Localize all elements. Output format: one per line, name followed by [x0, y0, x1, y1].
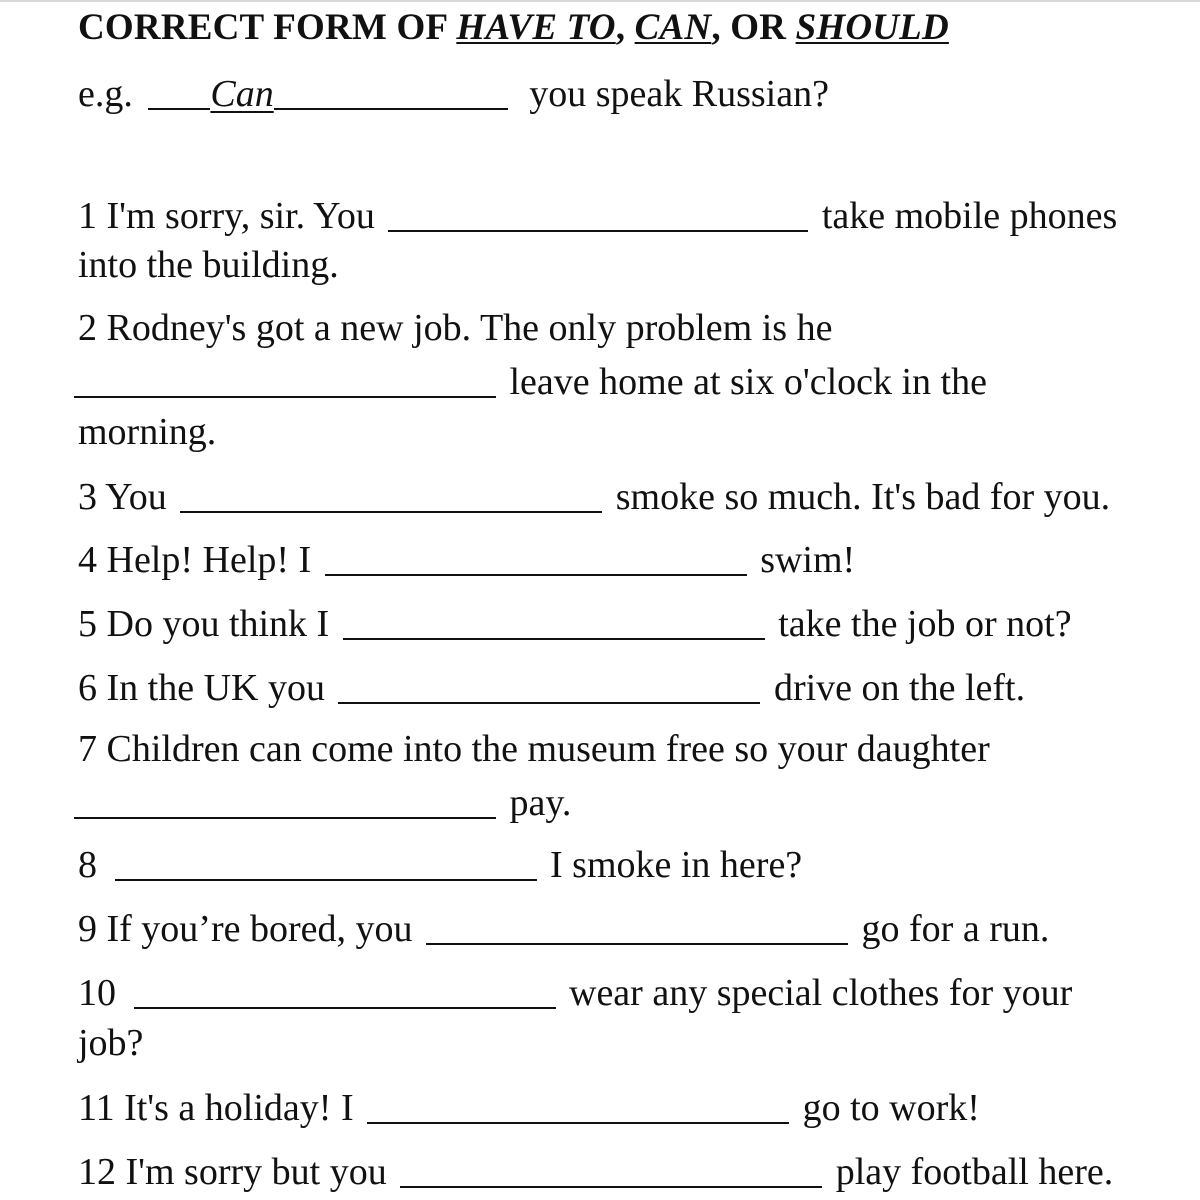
question-text: 7 Children can come into the museum free so your daughter: [78, 728, 990, 770]
question-text: leave home at six o'clock in the: [509, 361, 987, 403]
answer-blank[interactable]: [180, 477, 602, 513]
top-divider: [0, 0, 1200, 2]
question-text: wear any special clothes for your: [569, 972, 1073, 1014]
question-text: 2 Rodney's got a new job. The only problem is he: [78, 307, 833, 349]
question-3: [78, 473, 1110, 519]
answer-blank[interactable]: [338, 668, 760, 704]
title-option-should: SHOULD: [795, 7, 949, 48]
question-10-continued: [78, 1021, 143, 1065]
question-11: [78, 1084, 980, 1130]
question-text: 9 If you’re bored, you: [78, 908, 413, 950]
question-text: into the building.: [78, 244, 339, 286]
example-line: [78, 70, 829, 116]
question-6: [78, 664, 1025, 710]
answer-blank[interactable]: [74, 362, 496, 398]
question-5: [78, 600, 1072, 646]
question-text: 1 I'm sorry, sir. You: [78, 195, 375, 237]
title-prefix: CORRECT FORM OF: [78, 7, 457, 48]
question-text: drive on the left.: [773, 667, 1026, 709]
title-separator: ,: [615, 7, 635, 48]
answer-blank[interactable]: [134, 973, 556, 1009]
title-separator: , OR: [711, 7, 796, 48]
question-text: take mobile phones: [821, 195, 1118, 237]
question-8: [78, 841, 802, 887]
question-10: [78, 969, 1072, 1015]
question-4: [78, 536, 855, 582]
question-text: 8: [78, 844, 97, 886]
question-1: [78, 192, 1117, 238]
question-text: 11 It's a holiday! I: [78, 1087, 354, 1129]
answer-blank[interactable]: [388, 196, 808, 232]
question-text: morning.: [78, 411, 217, 453]
question-text: 6 In the UK you: [78, 667, 325, 709]
answer-blank[interactable]: [115, 845, 537, 881]
answer-blank[interactable]: [325, 540, 747, 576]
answer-blank[interactable]: [367, 1088, 789, 1124]
question-text: 10: [78, 972, 116, 1014]
question-text: 5 Do you think I: [78, 603, 330, 645]
question-text: pay.: [509, 782, 572, 824]
question-text: take the job or not?: [778, 603, 1072, 645]
title-option-can: CAN: [634, 7, 712, 48]
question-text: 3 You: [78, 476, 167, 518]
question-text: go for a run.: [861, 908, 1050, 950]
question-text: swim!: [760, 539, 856, 581]
question-1-continued: [78, 243, 339, 287]
question-7: [78, 727, 990, 771]
answer-blank[interactable]: [400, 1152, 822, 1188]
worksheet-title: [78, 6, 949, 50]
title-option-have-to: HAVE TO: [456, 7, 616, 48]
answer-blank[interactable]: [426, 909, 848, 945]
question-text: smoke so much. It's bad for you.: [615, 476, 1111, 518]
question-2-continued: [78, 410, 216, 454]
example-text: you speak Russian?: [529, 73, 829, 115]
question-7-blank-line: [74, 779, 571, 825]
question-text: 4 Help! Help! I: [78, 539, 312, 581]
answer-blank[interactable]: [74, 783, 496, 819]
question-text: I smoke in here?: [550, 844, 803, 886]
question-text: go to work!: [802, 1087, 980, 1129]
question-text: job?: [78, 1022, 144, 1064]
answer-blank[interactable]: [343, 604, 765, 640]
example-answer: Can: [210, 73, 274, 115]
example-blank-right: [274, 74, 508, 110]
example-blank-left: [148, 74, 210, 110]
question-text: 12 I'm sorry but you: [78, 1151, 387, 1193]
question-2-blank-line: [74, 358, 987, 404]
question-12: [78, 1148, 1113, 1194]
question-2: [78, 306, 832, 350]
example-label: e.g.: [78, 73, 133, 115]
question-text: play football here.: [835, 1151, 1114, 1193]
question-9: [78, 905, 1049, 951]
